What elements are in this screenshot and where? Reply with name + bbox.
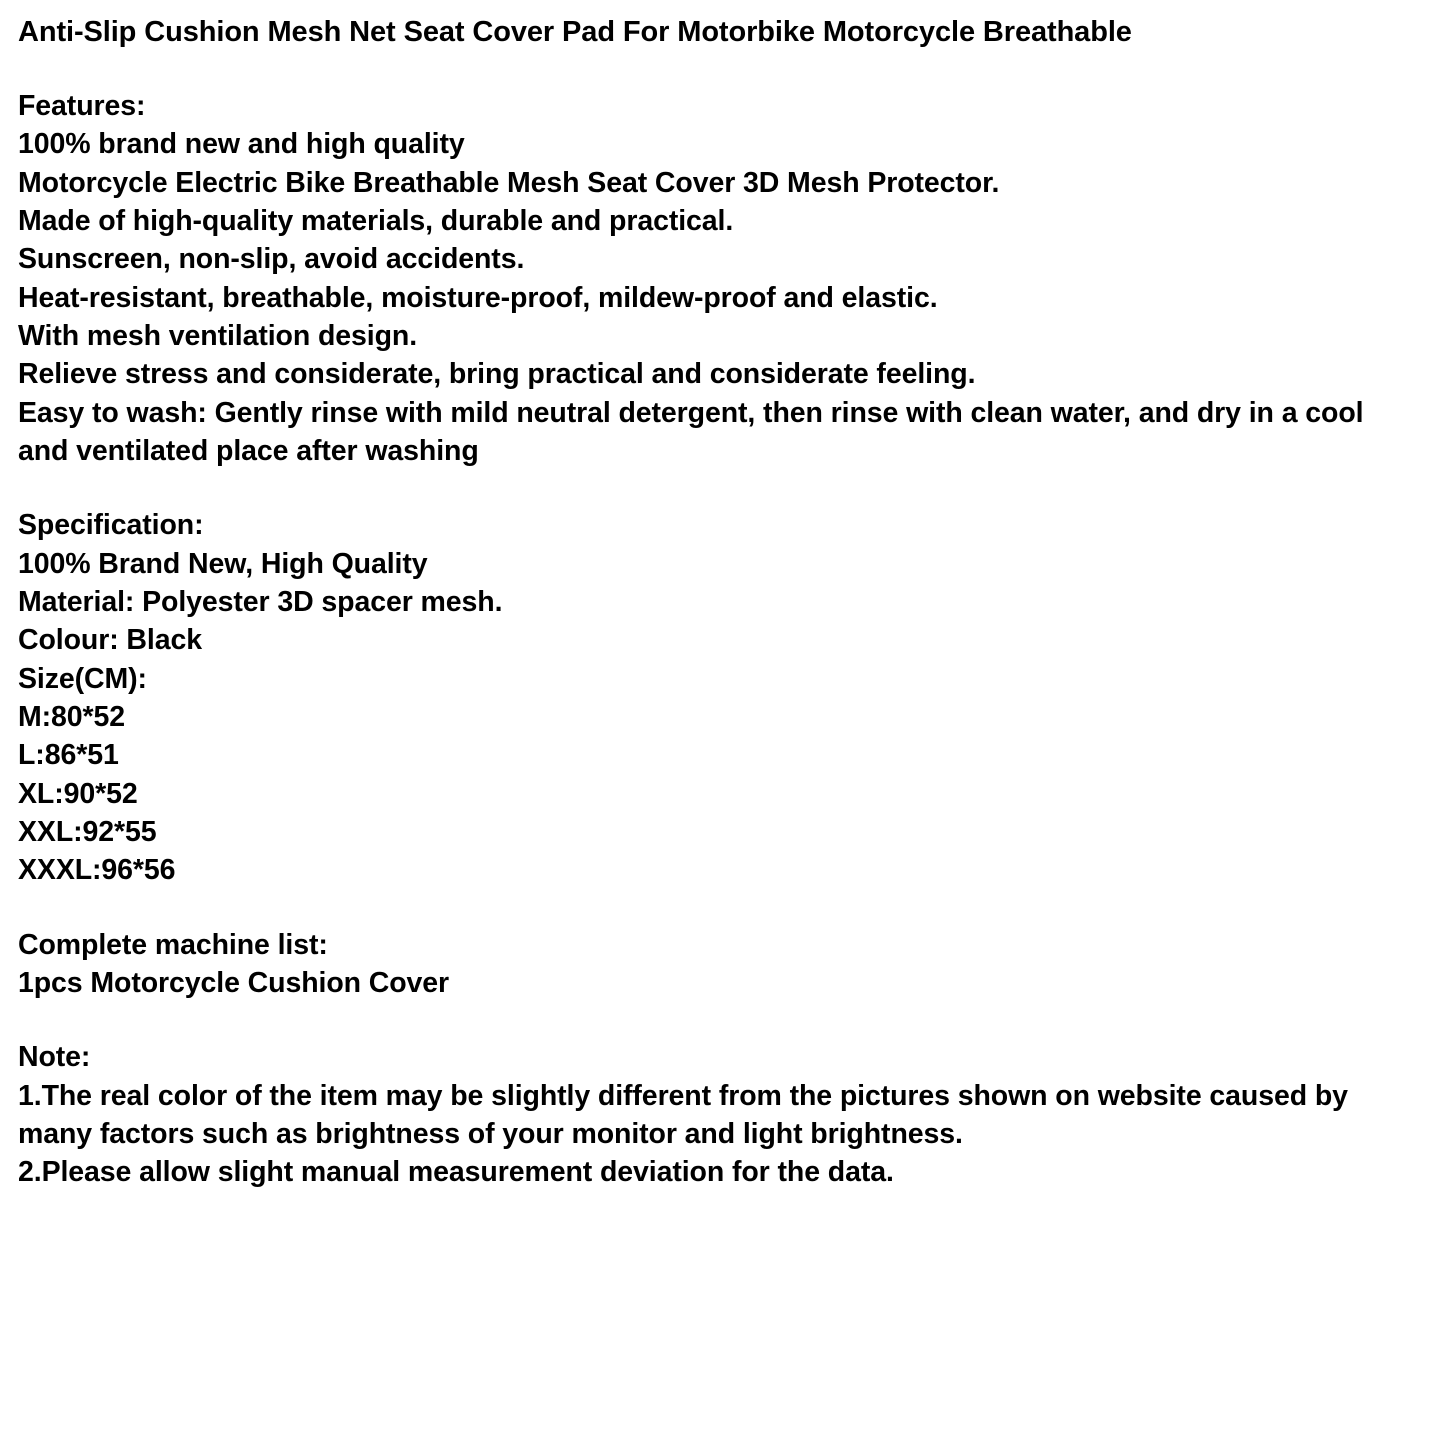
package-line: 1pcs Motorcycle Cushion Cover — [18, 967, 450, 999]
features-heading: Features: — [18, 90, 146, 123]
size-line: M:80*52 — [18, 701, 126, 734]
page-title: Anti-Slip Cushion Mesh Net Seat Cover Pad For Motorbike Motorcycle Breathable — [18, 16, 1132, 48]
features-body — [18, 125, 1418, 470]
feature-line: With mesh ventilation design. — [18, 320, 418, 353]
package-list-body — [18, 964, 1418, 1002]
section-spacer — [18, 1002, 1423, 1038]
feature-line: Sunscreen, non-slip, avoid accidents. — [18, 243, 525, 276]
feature-line: Made of high-quality materials, durable and practical. — [18, 205, 734, 238]
section-specification — [18, 506, 1423, 889]
section-note — [18, 1038, 1423, 1191]
specification-heading: Specification: — [18, 509, 204, 542]
spec-line: Size(CM): — [18, 662, 147, 695]
title-spacer — [18, 51, 1423, 87]
note-line: 1.The real color of the item may be slightly different from the pictures shown on website caused by many factors such as brightness of your monitor and light brightness. — [18, 1079, 1348, 1150]
spec-line: Colour: Black — [18, 624, 202, 657]
spec-line: Material: Polyester 3D spacer mesh. — [18, 586, 503, 619]
size-line: XL:90*52 — [18, 777, 138, 810]
note-line: 2.Please allow slight manual measurement deviation for the data. — [18, 1156, 894, 1189]
note-heading: Note: — [18, 1041, 91, 1074]
feature-line: Heat-resistant, breathable, moisture-proof, mildew-proof and elastic. — [18, 281, 938, 314]
section-features — [18, 87, 1423, 470]
spec-line: 100% Brand New, High Quality — [18, 547, 428, 580]
size-line: L:86*51 — [18, 739, 119, 772]
feature-line: Easy to wash: Gently rinse with mild neutral detergent, then rinse with clean water, and dry in a cool and ventilated place after washing — [18, 396, 1364, 468]
package-list-heading: Complete machine list: — [18, 928, 328, 961]
feature-line: Motorcycle Electric Bike Breathable Mesh Seat Cover 3D Mesh Protector. — [18, 166, 1000, 199]
section-spacer — [18, 890, 1423, 926]
note-body — [18, 1077, 1418, 1192]
section-spacer — [18, 470, 1423, 506]
specification-body — [18, 545, 1418, 890]
size-line: XXL:92*55 — [18, 816, 157, 849]
size-line: XXXL:96*56 — [18, 854, 176, 887]
feature-line: 100% brand new and high quality — [18, 128, 465, 161]
section-package-list — [18, 926, 1423, 1003]
feature-line: Relieve stress and considerate, bring practical and considerate feeling. — [18, 358, 976, 391]
